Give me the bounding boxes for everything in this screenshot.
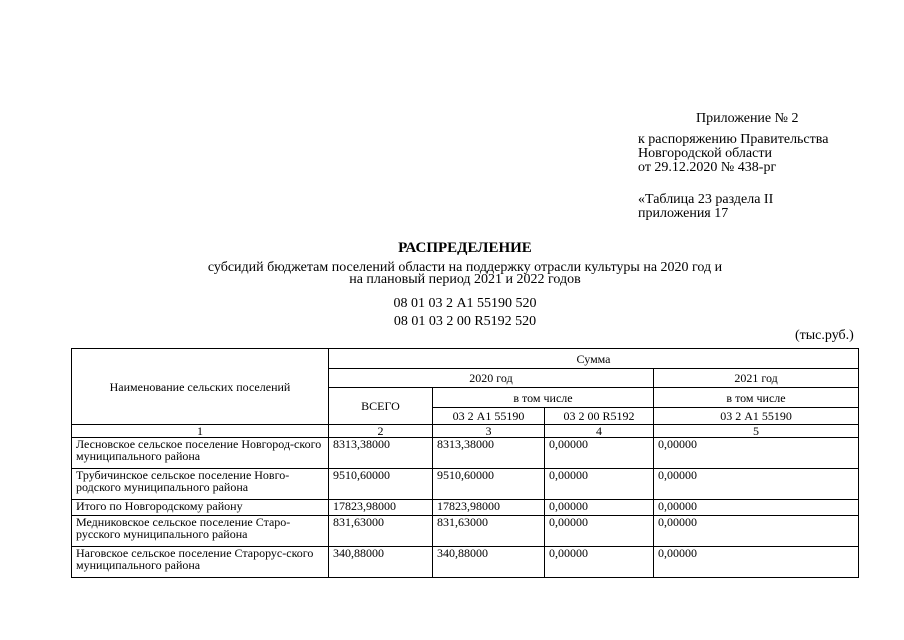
col-number: 2 [329,425,433,438]
row-name: Итого по Новгородскому району [72,500,329,516]
table-row [72,438,859,469]
row-total: 8313,38000 [329,438,433,469]
row-name: Лесновское сельское поселение Новгород-ского муниципального района [72,438,329,469]
header-year-2021: 2021 год [654,369,859,388]
appendix-ref-1: к распоряжению Правительства [638,132,829,147]
table-row [72,516,859,547]
header-name-col: Наименование сельских поселений [72,349,329,425]
row-code-a: 340,88000 [433,547,545,578]
row-name: Трубичинское сельское поселение Новго-родского муниципального района [72,469,329,500]
row-code-a: 17823,98000 [433,500,545,516]
row-code-b: 0,00000 [545,469,654,500]
appendix-block [638,112,828,221]
row-code-c: 0,00000 [654,516,859,547]
row-code-c: 0,00000 [654,469,859,500]
header-including-2020: в том числе [433,388,654,408]
col-number: 1 [72,425,329,438]
subtitle-line-2: на плановый период 2021 и 2022 годов [349,272,581,287]
header-code-a: 03 2 А1 55190 [433,408,545,425]
table-row-subtotal [72,500,859,516]
document-title: РАСПРЕДЕЛЕНИЕ [398,240,532,256]
header-code-c: 03 2 А1 55190 [654,408,859,425]
table-row [72,469,859,500]
appendix-number: Приложение № 2 [696,111,799,126]
row-total: 831,63000 [329,516,433,547]
appendix-ref-3: от 29.12.2020 № 438-рг [638,160,777,175]
header-including-2021: в том числе [654,388,859,408]
appendix-table-ref-2: приложения 17 [638,206,729,221]
row-code-b: 0,00000 [545,438,654,469]
row-code-b: 0,00000 [545,547,654,578]
row-total: 340,88000 [329,547,433,578]
col-number: 5 [654,425,859,438]
column-number-row [72,425,859,438]
subtitle-line-1: субсидий бюджетам поселений области на поддержку отрасли культуры на 2020 год и [207,260,723,275]
row-total: 9510,60000 [329,469,433,500]
budget-code-1: 08 01 03 2 А1 55190 520 [393,296,537,311]
row-code-c: 0,00000 [654,547,859,578]
row-code-b: 0,00000 [545,500,654,516]
header-year-2020: 2020 год [329,369,654,388]
row-code-c: 0,00000 [654,438,859,469]
budget-code-2: 08 01 03 2 00 R5192 520 [393,314,537,329]
row-code-a: 9510,60000 [433,469,545,500]
col-number: 3 [433,425,545,438]
appendix-ref-2: Новгородской области [638,146,772,161]
row-name: Наговское сельское поселение Старорус-ского муниципального района [72,547,329,578]
row-code-a: 831,63000 [433,516,545,547]
document-subtitle [0,262,904,286]
row-name: Медниковское сельское поселение Старо-русского муниципального района [72,516,329,547]
row-total: 17823,98000 [329,500,433,516]
row-code-c: 0,00000 [654,500,859,516]
row-code-a: 8313,38000 [433,438,545,469]
header-total: ВСЕГО [329,388,433,425]
header-code-b: 03 2 00 R5192 [545,408,654,425]
row-code-b: 0,00000 [545,516,654,547]
table-row [72,547,859,578]
col-number: 4 [545,425,654,438]
appendix-table-ref-1: «Таблица 23 раздела II [638,192,774,207]
subsidy-table [71,348,859,578]
units-label: (тыс.руб.) [795,328,854,343]
header-sum: Сумма [329,349,859,369]
